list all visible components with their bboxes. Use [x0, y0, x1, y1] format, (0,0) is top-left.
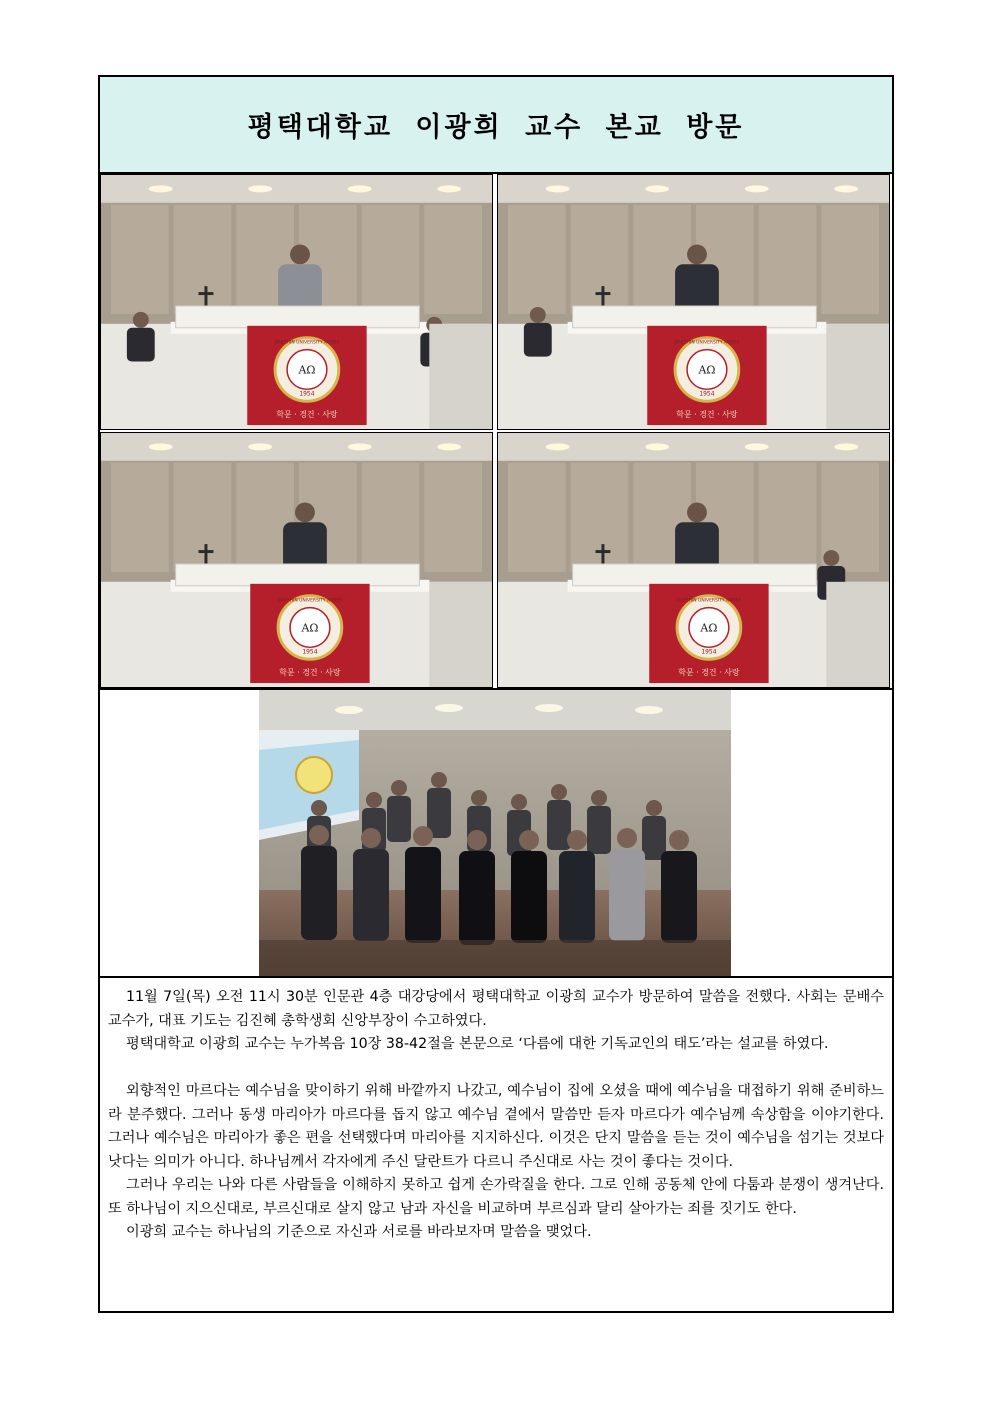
banner-motto: 학문 · 경건 · 사랑: [678, 668, 740, 678]
chapel-photo-image: [101, 433, 492, 687]
banner-year: 1954: [701, 648, 717, 656]
banner-symbol: AΩ: [700, 621, 718, 635]
banner-university: DAESHIN UNIVERSITY KOREA: [674, 340, 740, 346]
article-paragraph-5: 이광희 교수는 하나님의 기준으로 자신과 서로를 바라보자며 말씀을 맺었다.: [126, 1224, 592, 1240]
banner-symbol: AΩ: [301, 621, 319, 635]
photo-grid: [100, 174, 892, 686]
chapel-photo-image: [101, 175, 492, 429]
banner-year: 1954: [302, 648, 318, 656]
chapel-photo-image: [498, 175, 889, 429]
photo-speaker-2: [497, 174, 890, 430]
banner-motto: 학문 · 경건 · 사랑: [279, 668, 341, 678]
page-title: 평택대학교 이광희 교수 본교 방문: [247, 112, 745, 143]
banner-university: DAESHIN UNIVERSITY KOREA: [277, 598, 343, 604]
group-photo-cell: [100, 688, 892, 978]
banner-symbol: AΩ: [298, 363, 316, 377]
banner-university: DAESHIN UNIVERSITY KOREA: [274, 340, 340, 346]
photo-speaker-3: [100, 432, 493, 688]
banner-symbol: AΩ: [698, 363, 716, 377]
photo-speaker-1: [100, 174, 493, 430]
article-paragraph-2: 평택대학교 이광희 교수는 누가복음 10장 38-42절을 본문으로 ‘다름에 대한 기독교인의 태도’라는 설교를 하였다.: [126, 1036, 829, 1052]
banner-year: 1954: [699, 390, 715, 398]
article-paragraph-4: 그러나 우리는 나와 다른 사람들을 이해하지 못하고 쉽게 손가락질을 한다. 그로 인해 공동체 안에 다툼과 분쟁이 생겨난다. 또 하나님이 지으신대로, 부르신대로 살지 않고 남과 자신을 비교하며 부르심과 달리 살아가는 죄를 짓기도 한다.: [108, 1177, 884, 1217]
photo-speaker-4: [497, 432, 890, 688]
article-paragraph-1: 11월 7일(목) 오전 11시 30분 인문관 4층 대강당에서 평택대학교 이광희 교수가 방문하여 말씀을 전했다. 사회는 문배수 교수가, 대표 기도는 김진혜 총학생회 신앙부장이 수고하였다.: [108, 989, 884, 1029]
title-cell: [100, 77, 892, 174]
banner-year: 1954: [299, 390, 315, 398]
chapel-photo-image: [498, 433, 889, 687]
document-frame: [98, 75, 894, 1313]
banner-motto: 학문 · 경건 · 사랑: [676, 410, 738, 420]
paragraph-spacer: [108, 1057, 884, 1081]
banner-university: DAESHIN UNIVERSITY KOREA: [676, 598, 742, 604]
group-photo-image: [259, 690, 731, 978]
article-text: [100, 976, 892, 1311]
banner-motto: 학문 · 경건 · 사랑: [276, 410, 338, 420]
group-photo: [259, 690, 731, 978]
article-paragraph-3: 외향적인 마르다는 예수님을 맞이하기 위해 바깥까지 나갔고, 예수님이 집에 오셨을 때에 예수님을 대접하기 위해 준비하느라 분주했다. 그러나 동생 마리아가 마르다를 돕지 않고 예수님 곁에서 말씀만 듣자 마르다가 예수님께 속상함을 이야기한다. 그러나 예수님은 마리아가 좋은 편을 선택했다며 마리아를 지지하신다. 이것은 단지 말씀을 듣는 것이 예수님을 섬기는 것보다 낫다는 의미가 아니다. 하나님께서 각자에게 주신 달란트가 다르니 주신대로 사는 것이 좋다는 것이다.: [108, 1083, 884, 1170]
